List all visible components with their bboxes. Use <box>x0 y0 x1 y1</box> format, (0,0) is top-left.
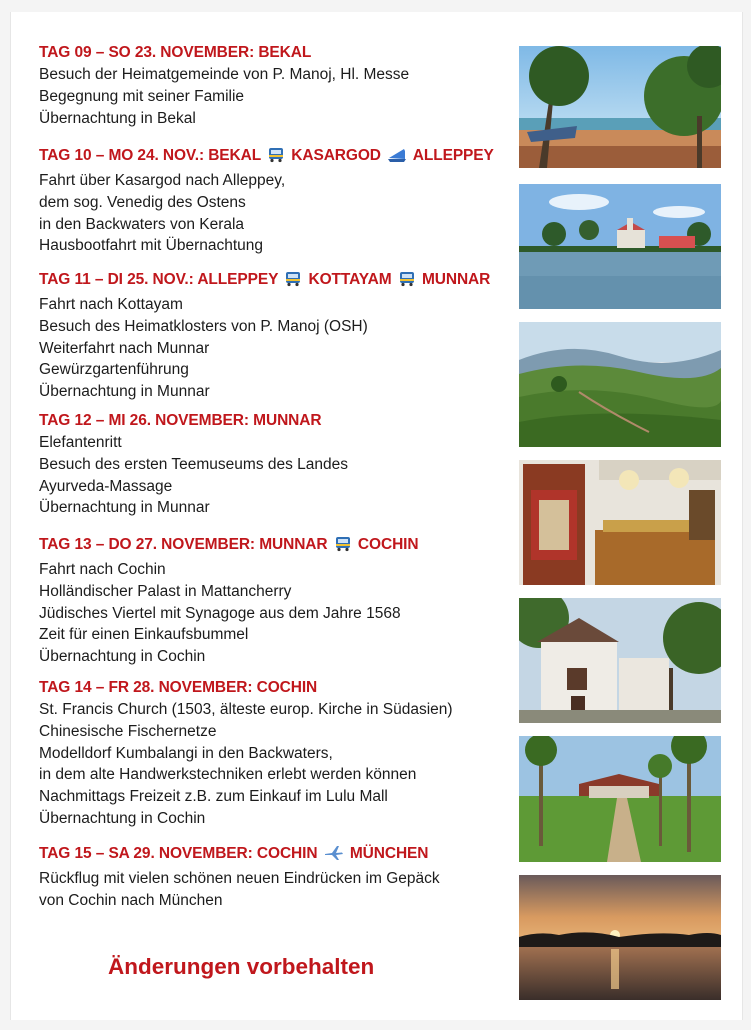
bus-icon <box>334 536 352 559</box>
bus-icon <box>267 147 285 170</box>
heading-part: MÜNCHEN <box>349 845 429 862</box>
day-line: Übernachtung in Cochin <box>39 648 206 666</box>
day-line: Elefantenritt <box>39 434 122 451</box>
day-line: Besuch des ersten Teemuseums des Landes <box>39 455 349 473</box>
day-13 <box>39 534 519 668</box>
day-14 <box>39 677 519 830</box>
tea-plantation-photo <box>519 322 721 447</box>
bus-icon <box>398 271 416 294</box>
day-line: Rückflug mit vielen schönen neuen Eindrücken im Gepäck <box>39 870 440 887</box>
day-line: Gewürzgartenführung <box>39 361 189 379</box>
day-11 <box>39 269 519 403</box>
heading-part: KASARGOD <box>291 147 381 164</box>
day-09 <box>39 42 519 129</box>
heading-part: TAG 13 – DO 27. NOVEMBER: MUNNAR <box>39 536 328 553</box>
day-heading: TAG 12 – MI 26. NOVEMBER: MUNNAR <box>39 412 322 429</box>
changes-reserved-note: Änderungen vorbehalten <box>108 954 375 979</box>
day-heading <box>39 269 519 294</box>
day-heading: TAG 09 – SO 23. NOVEMBER: BEKAL <box>39 44 312 61</box>
heading-part: TAG 10 – MO 24. NOV.: BEKAL <box>39 147 261 164</box>
day-line: dem sog. Venedig des Ostens <box>39 193 246 211</box>
bus-icon <box>284 271 302 294</box>
heading-part: ALLEPPEY <box>412 147 494 164</box>
beach-photo <box>519 46 721 168</box>
day-line: Besuch der Heimatgemeinde von P. Manoj, Hl. Messe <box>39 66 410 83</box>
heading-part: KOTTAYAM <box>308 271 392 288</box>
day-line: Übernachtung in Munnar <box>39 499 210 517</box>
day-12 <box>39 410 519 519</box>
heading-part: MUNNAR <box>421 271 491 288</box>
boat-icon <box>387 147 407 170</box>
day-line: Nachmittags Freizeit z.B. zum Einkauf im Lulu Mall <box>39 788 388 806</box>
heading-part: TAG 15 – SA 29. NOVEMBER: COCHIN <box>39 845 318 862</box>
day-line: von Cochin nach München <box>39 891 223 909</box>
day-line: Chinesische Fischernetze <box>39 722 217 740</box>
day-line: Jüdisches Viertel mit Synagoge aus dem Jahre 1568 <box>39 604 401 622</box>
day-10 <box>39 145 519 257</box>
backwaters-church-photo <box>519 184 721 309</box>
day-line: Übernachtung in Bekal <box>39 109 196 127</box>
day-line: Fahrt nach Kottayam <box>39 296 183 313</box>
day-line: Fahrt nach Cochin <box>39 561 166 578</box>
day-line: in dem alte Handwerkstechniken erlebt werden können <box>39 766 417 784</box>
day-line: Besuch des Heimatklosters von P. Manoj (OSH) <box>39 317 368 335</box>
day-line: Übernachtung in Munnar <box>39 383 210 401</box>
day-line: in den Backwaters von Kerala <box>39 215 245 233</box>
palm-garden-photo <box>519 736 721 862</box>
day-15 <box>39 843 519 912</box>
day-line: Hausbootfahrt mit Übernachtung <box>39 237 264 255</box>
day-heading: TAG 14 – FR 28. NOVEMBER: COCHIN <box>39 679 318 696</box>
day-heading <box>39 145 519 170</box>
day-line: Begegnung mit seiner Familie <box>39 87 245 105</box>
day-line: Fahrt über Kasargod nach Alleppey, <box>39 172 286 189</box>
day-line: Weiterfahrt nach Munnar <box>39 339 210 357</box>
day-line: Ayurveda-Massage <box>39 477 173 495</box>
day-line: Holländischer Palast in Mattancherry <box>39 582 292 600</box>
day-line: Übernachtung in Cochin <box>39 809 206 827</box>
church-building-photo <box>519 598 721 723</box>
day-line: St. Francis Church (1503, älteste europ. Kirche in Südasien) <box>39 701 453 718</box>
day-line: Modelldorf Kumbalangi in den Backwaters, <box>39 744 333 762</box>
heading-part: TAG 11 – DI 25. NOV.: ALLEPPEY <box>39 271 279 288</box>
heading-part: COCHIN <box>357 536 419 553</box>
airplane-icon <box>324 845 344 868</box>
day-heading <box>39 843 519 868</box>
day-line: Zeit für einen Einkaufsbummel <box>39 626 249 644</box>
synagogue-interior-photo <box>519 460 721 585</box>
day-heading <box>39 534 519 559</box>
sunset-lake-photo <box>519 875 721 1000</box>
